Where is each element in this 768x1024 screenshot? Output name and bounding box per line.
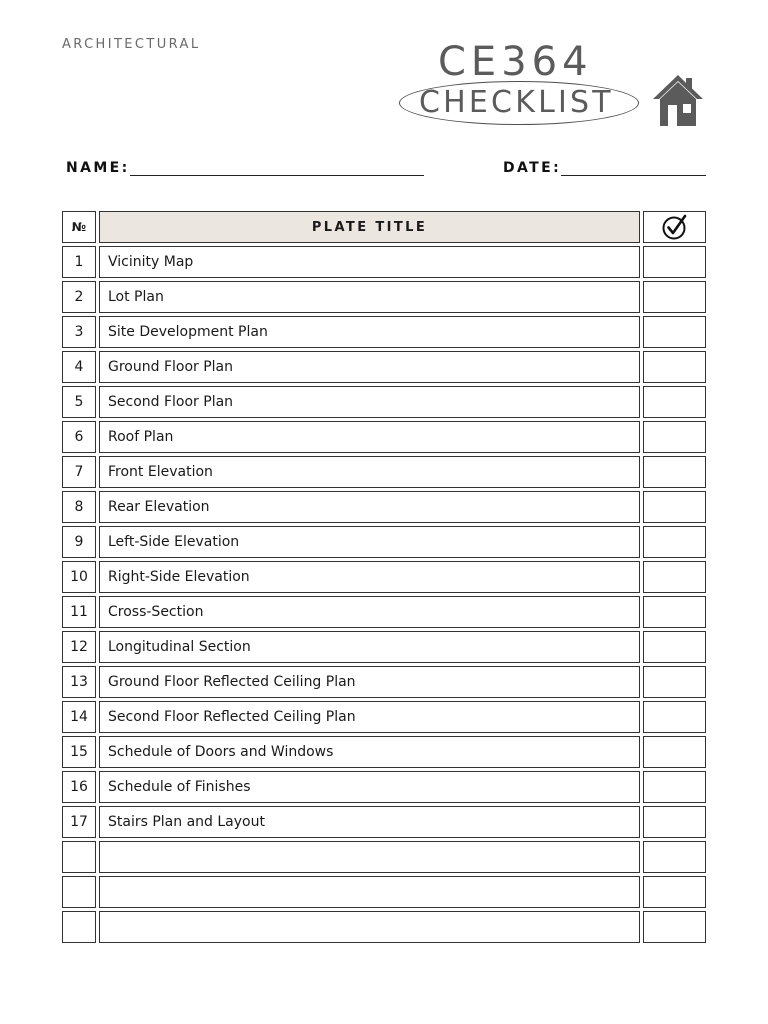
- house-icon: [650, 72, 706, 128]
- checkbox[interactable]: [643, 771, 706, 803]
- row-number: 14: [62, 701, 96, 733]
- row-number: 5: [62, 386, 96, 418]
- row-number: 17: [62, 806, 96, 838]
- plate-title: Longitudinal Section: [99, 631, 640, 663]
- checkbox[interactable]: [643, 841, 706, 873]
- row-number: 9: [62, 526, 96, 558]
- row-number: 1: [62, 246, 96, 278]
- row-number: 12: [62, 631, 96, 663]
- plate-title: Right-Side Elevation: [99, 561, 640, 593]
- checkbox[interactable]: [643, 561, 706, 593]
- row-number: 7: [62, 456, 96, 488]
- checklist-title: CHECKLIST: [419, 85, 614, 120]
- row-number: 16: [62, 771, 96, 803]
- date-field[interactable]: [561, 175, 706, 176]
- check-column-header: [643, 211, 706, 243]
- number-column-header: №: [62, 211, 96, 243]
- eyebrow-label: ARCHITECTURAL: [62, 37, 201, 52]
- circled-check-icon: [661, 213, 689, 241]
- plate-title: Left-Side Elevation: [99, 526, 640, 558]
- checkbox[interactable]: [643, 701, 706, 733]
- plate-title: Rear Elevation: [99, 491, 640, 523]
- plate-title: [99, 876, 640, 908]
- row-number: [62, 841, 96, 873]
- row-number: 8: [62, 491, 96, 523]
- name-label: NAME:: [66, 160, 130, 176]
- row-number: [62, 911, 96, 943]
- checkbox[interactable]: [643, 421, 706, 453]
- name-field[interactable]: [130, 175, 424, 176]
- row-number: 2: [62, 281, 96, 313]
- checkbox[interactable]: [643, 246, 706, 278]
- row-number: 4: [62, 351, 96, 383]
- row-number: 10: [62, 561, 96, 593]
- plate-title: Roof Plan: [99, 421, 640, 453]
- row-number: 3: [62, 316, 96, 348]
- plate-title: [99, 841, 640, 873]
- plate-checklist-table: [62, 211, 706, 943]
- plate-title: Site Development Plan: [99, 316, 640, 348]
- checkbox[interactable]: [643, 596, 706, 628]
- checkbox[interactable]: [643, 911, 706, 943]
- plate-title: Ground Floor Plan: [99, 351, 640, 383]
- checkbox[interactable]: [643, 666, 706, 698]
- plate-title: Ground Floor Reflected Ceiling Plan: [99, 666, 640, 698]
- checkbox[interactable]: [643, 526, 706, 558]
- plate-title: Second Floor Plan: [99, 386, 640, 418]
- checkbox[interactable]: [643, 281, 706, 313]
- row-number: 15: [62, 736, 96, 768]
- checkbox[interactable]: [643, 456, 706, 488]
- checkbox[interactable]: [643, 351, 706, 383]
- date-label: DATE:: [503, 160, 562, 176]
- row-number: [62, 876, 96, 908]
- plate-title: Cross-Section: [99, 596, 640, 628]
- checkbox[interactable]: [643, 736, 706, 768]
- checkbox[interactable]: [643, 491, 706, 523]
- plate-title: [99, 911, 640, 943]
- checkbox[interactable]: [643, 631, 706, 663]
- checkbox[interactable]: [643, 386, 706, 418]
- plate-title: Schedule of Doors and Windows: [99, 736, 640, 768]
- row-number: 11: [62, 596, 96, 628]
- plate-title-column-header: PLATE TITLE: [99, 211, 640, 243]
- plate-title: Second Floor Reflected Ceiling Plan: [99, 701, 640, 733]
- checkbox[interactable]: [643, 876, 706, 908]
- plate-title: Vicinity Map: [99, 246, 640, 278]
- plate-title: Schedule of Finishes: [99, 771, 640, 803]
- plate-title: Lot Plan: [99, 281, 640, 313]
- plate-title: Front Elevation: [99, 456, 640, 488]
- plate-title: Stairs Plan and Layout: [99, 806, 640, 838]
- row-number: 13: [62, 666, 96, 698]
- checkbox[interactable]: [643, 316, 706, 348]
- row-number: 6: [62, 421, 96, 453]
- course-code: CE364: [438, 39, 593, 85]
- checkbox[interactable]: [643, 806, 706, 838]
